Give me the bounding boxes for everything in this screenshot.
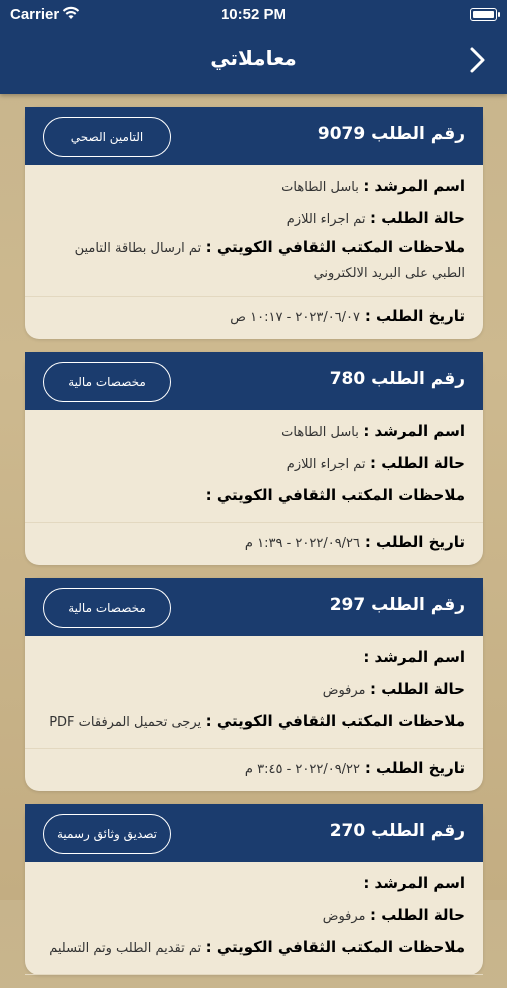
advisor-value: باسل الطاهات bbox=[281, 180, 359, 195]
advisor-label: اسم المرشد : bbox=[363, 648, 465, 666]
status-row bbox=[43, 674, 465, 706]
date-value: ٢٠٢٣/٠٦/٠٧ - ١٠:١٧ ص bbox=[230, 310, 361, 325]
transaction-card[interactable] bbox=[25, 107, 483, 339]
carrier-label: Carrier bbox=[10, 6, 60, 23]
request-number-value: 780 bbox=[329, 369, 366, 389]
status-row bbox=[43, 900, 465, 932]
request-type-button[interactable]: التامين الصحي bbox=[43, 117, 171, 157]
card-header bbox=[25, 578, 483, 636]
notes-value: تم تقديم الطلب وتم التسليم bbox=[49, 941, 202, 956]
status-value: تم اجراء اللازم bbox=[286, 457, 366, 472]
notes-row bbox=[43, 706, 465, 738]
transaction-card[interactable] bbox=[25, 804, 483, 975]
date-value: ٢٠٢٢/٠٩/٢٢ - ٣:٤٥ م bbox=[244, 762, 361, 777]
transaction-card[interactable] bbox=[25, 352, 483, 565]
card-header bbox=[25, 352, 483, 410]
request-type-button[interactable]: تصديق وثائق رسمية bbox=[43, 814, 171, 854]
status-label: حالة الطلب : bbox=[369, 454, 465, 472]
notes-row bbox=[43, 235, 465, 286]
request-number-label: رقم الطلب bbox=[371, 821, 465, 841]
request-number-label: رقم الطلب bbox=[371, 595, 465, 615]
notes-row bbox=[43, 480, 465, 512]
request-number bbox=[330, 369, 465, 389]
advisor-label: اسم المرشد : bbox=[363, 177, 465, 195]
advisor-row bbox=[43, 642, 465, 674]
date-row bbox=[25, 297, 483, 339]
request-number bbox=[330, 821, 465, 841]
date-label: تاريخ الطلب : bbox=[364, 307, 465, 325]
request-number bbox=[318, 124, 465, 144]
card-header bbox=[25, 107, 483, 165]
date-value: ٢٠٢٢/٠٩/٢٦ - ١:٣٩ م bbox=[244, 536, 361, 551]
request-number-value: 270 bbox=[329, 821, 366, 841]
date-row bbox=[25, 523, 483, 565]
transactions-list bbox=[25, 107, 483, 988]
request-type-button[interactable]: مخصصات مالية bbox=[43, 362, 171, 402]
notes-value: يرجى تحميل المرفقات PDF bbox=[49, 715, 202, 730]
status-label: حالة الطلب : bbox=[369, 680, 465, 698]
advisor-row bbox=[43, 171, 465, 203]
request-number-value: 9079 bbox=[317, 124, 366, 144]
request-number-value: 297 bbox=[329, 595, 366, 615]
clock: 10:52 PM bbox=[220, 6, 287, 23]
notes-row bbox=[43, 932, 465, 964]
status-value: تم اجراء اللازم bbox=[286, 212, 366, 227]
status-value: مرفوض bbox=[322, 683, 366, 698]
status-row bbox=[43, 448, 465, 480]
advisor-label: اسم المرشد : bbox=[363, 874, 465, 892]
request-number-label: رقم الطلب bbox=[371, 369, 465, 389]
date-label: تاريخ الطلب : bbox=[364, 533, 465, 551]
transaction-card[interactable] bbox=[25, 578, 483, 791]
notes-value: تم ارسال بطاقة التامين الطبي على البريد الالكتروني bbox=[74, 241, 465, 281]
notes-label: ملاحظات المكتب الثقافي الكويتي : bbox=[205, 712, 465, 730]
card-details bbox=[25, 410, 483, 523]
advisor-value: باسل الطاهات bbox=[281, 425, 359, 440]
status-bar bbox=[0, 0, 507, 30]
chevron-right-icon[interactable] bbox=[467, 46, 489, 74]
status-label: حالة الطلب : bbox=[369, 209, 465, 227]
advisor-row bbox=[43, 416, 465, 448]
status-row bbox=[43, 203, 465, 235]
notes-label: ملاحظات المكتب الثقافي الكويتي : bbox=[205, 938, 465, 956]
nav-bar bbox=[0, 0, 507, 94]
status-value: مرفوض bbox=[322, 909, 366, 924]
request-type-button[interactable]: مخصصات مالية bbox=[43, 588, 171, 628]
notes-label: ملاحظات المكتب الثقافي الكويتي : bbox=[205, 238, 465, 256]
status-label: حالة الطلب : bbox=[369, 906, 465, 924]
request-number bbox=[330, 595, 465, 615]
card-header bbox=[25, 804, 483, 862]
request-number-label: رقم الطلب bbox=[371, 124, 465, 144]
notes-label: ملاحظات المكتب الثقافي الكويتي : bbox=[205, 486, 465, 504]
date-label: تاريخ الطلب : bbox=[364, 759, 465, 777]
advisor-label: اسم المرشد : bbox=[363, 422, 465, 440]
battery-icon bbox=[470, 8, 497, 21]
advisor-row bbox=[43, 868, 465, 900]
card-details bbox=[25, 165, 483, 297]
card-details bbox=[25, 862, 483, 975]
page-title: معاملاتي bbox=[210, 46, 297, 70]
date-row bbox=[25, 749, 483, 791]
card-details bbox=[25, 636, 483, 749]
